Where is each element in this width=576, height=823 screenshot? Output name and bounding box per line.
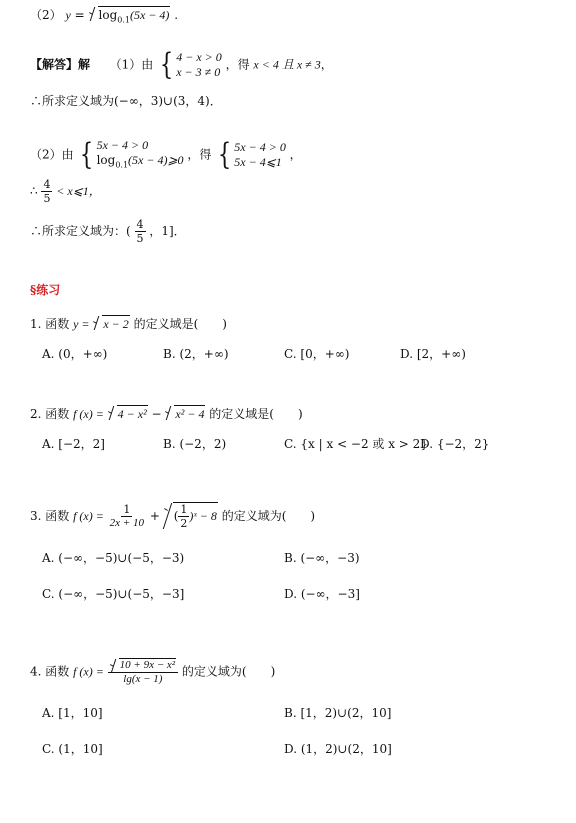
part1-result: x < 4 且 x ≠ 3 bbox=[253, 57, 321, 72]
q2-sqrt-1 bbox=[108, 405, 148, 422]
q2-lhs: f (x) = bbox=[73, 407, 104, 421]
part2-prefix: （2）由 bbox=[30, 147, 74, 162]
q3-fraction bbox=[108, 503, 146, 530]
q3-lhs: f (x) = bbox=[73, 509, 104, 523]
q4-option-b[interactable]: B. [1，2)∪(2，10] bbox=[284, 706, 392, 720]
q3-half-num: 1 bbox=[180, 503, 188, 516]
part2-system-1 bbox=[77, 138, 183, 172]
q2-radicand-1: 4 − x² bbox=[117, 407, 147, 421]
question-3 bbox=[30, 502, 315, 530]
q3-half-den: 2 bbox=[180, 517, 188, 530]
therefore-symbol: ∴ bbox=[30, 184, 38, 198]
q3-sqrt bbox=[164, 502, 218, 530]
q2-option-c[interactable]: C. {x | x < −2 或 x > 2} bbox=[284, 437, 428, 451]
q4-sqrt bbox=[110, 658, 176, 672]
part2-condition-3: 5x − 4 > 0 bbox=[234, 140, 286, 155]
q4-fraction bbox=[108, 658, 178, 686]
question-4 bbox=[30, 658, 275, 686]
left-brace: { bbox=[218, 137, 232, 173]
expr-y: y bbox=[65, 8, 71, 22]
q3-option-c[interactable]: C. (−∞，−5)∪(−5，−3] bbox=[42, 587, 185, 601]
q1-radicand: x − 2 bbox=[103, 317, 129, 331]
log-base: 0.1 bbox=[117, 15, 130, 25]
q1-option-b[interactable]: B. (2，+∞) bbox=[163, 347, 229, 361]
q2-option-d[interactable]: D. {−2，2} bbox=[420, 437, 490, 451]
practice-heading: §练习 bbox=[30, 283, 61, 297]
part2-condition-1: 5x − 4 > 0 bbox=[96, 138, 149, 152]
q3-plus: + bbox=[149, 509, 160, 523]
frac-num: 4 bbox=[136, 218, 144, 231]
q3-paren-open: ( bbox=[173, 509, 179, 523]
q4-option-d[interactable]: D. (1，2)∪(2，10] bbox=[284, 742, 392, 756]
q4-radicand: 10 + 9x − x² bbox=[119, 659, 176, 671]
q4-option-c[interactable]: C. (1，10] bbox=[42, 742, 103, 756]
q3-suffix: 的定义域为( ) bbox=[221, 509, 316, 523]
q3-option-a[interactable]: A. (−∞，−5)∪(−5，−3) bbox=[42, 551, 185, 565]
part2-log: log bbox=[96, 153, 116, 167]
part1-system bbox=[157, 47, 222, 82]
log-text: log bbox=[98, 8, 118, 22]
q2-sqrt-2 bbox=[165, 405, 205, 422]
answer-tag: 【解答】解 bbox=[30, 57, 91, 72]
item-2-statement bbox=[30, 6, 178, 28]
q2-suffix: 的定义域是( ) bbox=[209, 407, 303, 421]
q1-option-d[interactable]: D. [2，+∞) bbox=[400, 347, 466, 361]
q2-minus: − bbox=[151, 407, 162, 421]
q3-option-d[interactable]: D. (−∞，−3] bbox=[284, 587, 360, 601]
frac-num: 4 bbox=[43, 178, 51, 191]
answer-part-1 bbox=[30, 47, 333, 82]
q1-option-a[interactable]: A. (0，+∞) bbox=[42, 347, 108, 361]
log-arg: (5x − 4) bbox=[130, 8, 170, 22]
part1-result-end: ， bbox=[320, 57, 333, 72]
q4-prefix: 4. 函数 bbox=[30, 664, 70, 679]
question-2 bbox=[30, 405, 303, 422]
fraction-4-5 bbox=[41, 178, 52, 205]
left-brace: { bbox=[80, 137, 94, 173]
item-2-end: . bbox=[174, 8, 179, 22]
sqrt-log-expression bbox=[89, 6, 171, 28]
q4-denominator: lg(x − 1) bbox=[123, 673, 163, 685]
q2-option-a[interactable]: A. [−2，2] bbox=[42, 437, 105, 451]
part1-result-lead: ，得 bbox=[225, 57, 254, 72]
q2-option-b[interactable]: B. (−2，2) bbox=[163, 437, 227, 451]
answer-part-2 bbox=[30, 138, 302, 172]
part2-condition-4: 5x − 4⩽1 bbox=[234, 155, 282, 170]
frac-den: 5 bbox=[43, 192, 51, 205]
q2-prefix: 2. 函数 bbox=[30, 407, 70, 421]
question-1 bbox=[30, 315, 227, 332]
inequality-line bbox=[30, 178, 101, 205]
domain-2-lead: ∴所求定义域为：( bbox=[30, 224, 131, 238]
part2-condition-2: (5x − 4)⩾0 bbox=[128, 153, 184, 167]
left-brace: { bbox=[160, 47, 174, 82]
q3-option-b[interactable]: B. (−∞，−3) bbox=[284, 551, 360, 565]
q3-frac-num: 1 bbox=[123, 503, 131, 516]
part2-system-2 bbox=[215, 137, 286, 173]
domain-2-end: ，1]． bbox=[149, 224, 186, 238]
q4-option-a[interactable]: A. [1，10] bbox=[42, 706, 103, 720]
part1-prefix: （1）由 bbox=[109, 57, 154, 72]
inequality-rest: < x⩽1， bbox=[56, 184, 101, 198]
q1-sqrt bbox=[93, 315, 129, 332]
part2-mid: ，得 bbox=[187, 147, 212, 162]
item-2-prefix: （2） bbox=[30, 8, 62, 22]
part1-condition-1: 4 − x > 0 bbox=[176, 50, 222, 64]
q3-prefix: 3. 函数 bbox=[30, 509, 70, 523]
domain-2 bbox=[30, 218, 186, 245]
q1-suffix: 的定义域是( ) bbox=[133, 317, 227, 331]
q3-radicand-rest: )ˣ − 8 bbox=[189, 509, 217, 523]
domain-1: ∴所求定义域为(−∞，3)∪(3，4)． bbox=[30, 94, 222, 108]
fraction-4-5 bbox=[135, 218, 146, 245]
q1-prefix: 1. 函数 bbox=[30, 317, 70, 331]
q2-radicand-2: x² − 4 bbox=[175, 407, 205, 421]
q3-frac-den: 2x + 10 bbox=[109, 517, 144, 529]
part1-condition-2: x − 3 ≠ 0 bbox=[176, 65, 221, 79]
part2-log-base: 0.1 bbox=[115, 160, 129, 170]
q3-half bbox=[178, 503, 189, 530]
q1-option-c[interactable]: C. [0，+∞) bbox=[284, 347, 350, 361]
expr-eq: = bbox=[74, 8, 85, 22]
frac-den: 5 bbox=[136, 232, 144, 245]
q4-lhs: f (x) = bbox=[73, 664, 104, 679]
q1-lhs: y = bbox=[73, 317, 90, 331]
q4-suffix: 的定义域为( ) bbox=[181, 664, 276, 679]
part2-end: ， bbox=[289, 147, 302, 162]
